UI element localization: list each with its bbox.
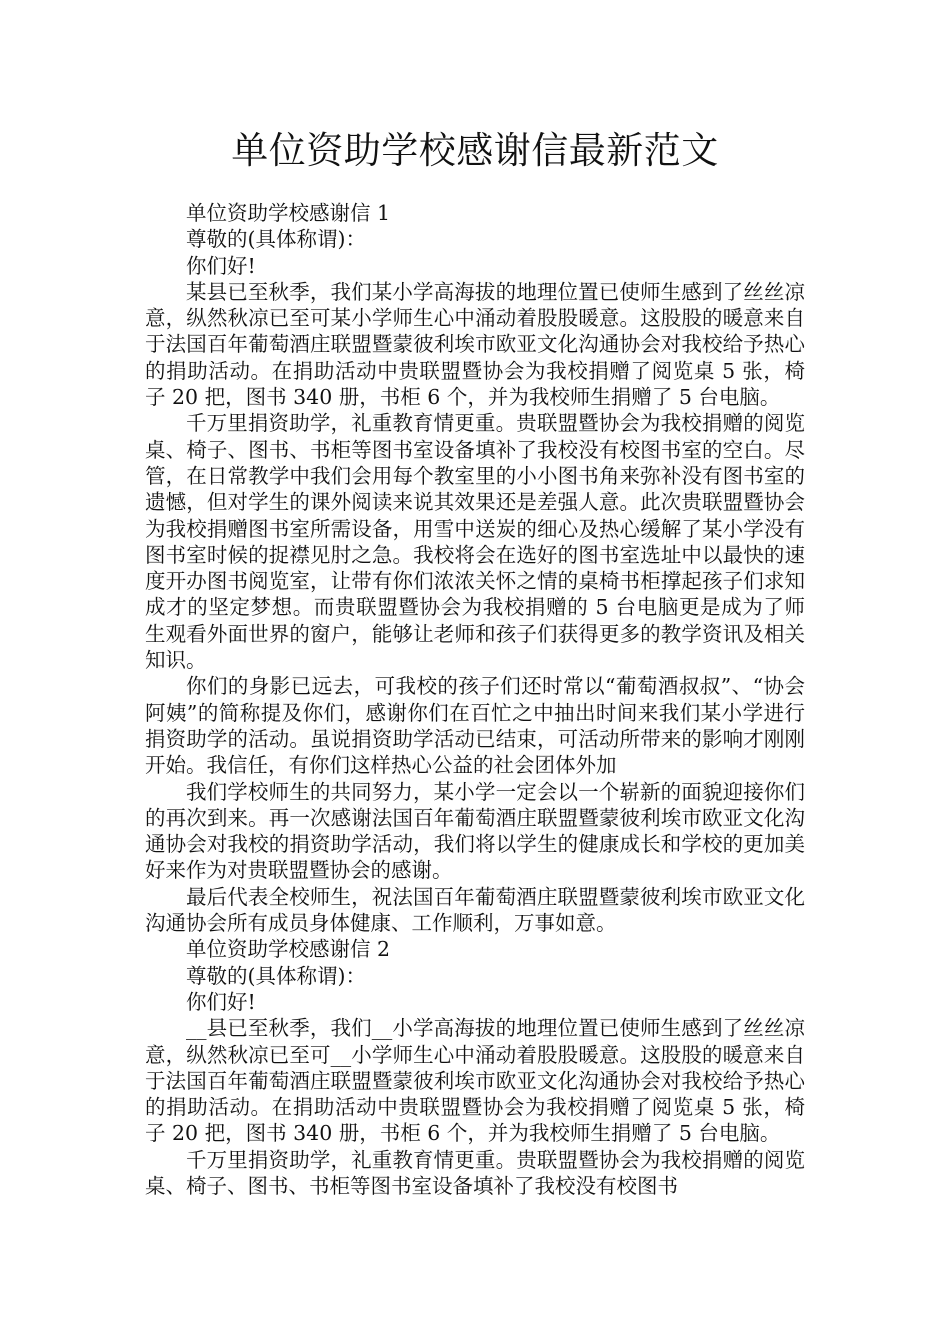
letter-heading-1: 单位资助学校感谢信 1 [186, 201, 391, 225]
closing-paragraph: 最后代表全校师生，祝法国百年葡萄酒庄联盟暨蒙彼利埃市欧亚文化沟通协会所有成员身体健康、工作顺利，万事如意。 [145, 884, 805, 936]
letter-heading-2: 单位资助学校感谢信 2 [186, 937, 391, 962]
body-paragraph: 千万里捐资助学，礼重教育情更重。贵联盟暨协会为我校捐赠的阅览桌、椅子、图书、书柜等图书室设备填补了我校没有校图书 [145, 1147, 805, 1198]
document-title: 单位资助学校感谢信最新范文 [231, 129, 719, 172]
salutation: 尊敬的(具体称谓)： [186, 227, 366, 252]
body-paragraph: 千万里捐资助学，礼重教育情更重。贵联盟暨协会为我校捐赠的阅览桌、椅子、图书、书柜等图书室设备填补了我校没有校图书室的空白。尽管，在日常教学中我们会用每个教室里的小小图书角来弥补没有图书室的遗憾，但对学生的课外阅读来说其效果还是差强人意。此次贵联盟暨协会为我校捐赠图书室所需设备，用雪中送炭的细心及热心缓解了某小学没有图书室时候的捉襟见肘之急。我校将会在选好的图书室选址中以最快的速度开办图书阅览室，让带有你们浓浓关怀之情的桌椅书柜撑起孩子们求知成才的坚定梦想。而贵联盟暨协会为我校捐赠的 5 台电脑更是成为了师生观看外面世界的窗户，能够让老师和孩子们获得更多的教学资讯及相关知识。 [145, 411, 805, 673]
body-paragraph: 我们学校师生的共同努力，某小学一定会以一个崭新的面貌迎接你们的再次到来。再一次感谢法国百年葡萄酒庄联盟暨蒙彼利埃市欧亚文化沟通协会对我校的捐资助学活动，我们将以学生的健康成长和学校的更加美好来作为对贵联盟暨协会的感谢。 [145, 779, 805, 883]
greeting: 你们好! [186, 253, 256, 278]
body-paragraph: 你们的身影已远去，可我校的孩子们还时常以“葡萄酒叔叔”、“协会阿姨”的简称提及你们，感谢你们在百忙之中抽出时间来我们某小学进行捐资助学的活动。虽说捐资助学活动已结束，可活动所带来的影响才刚刚开始。我信任，有你们这样热心公益的社会团体外加 [145, 674, 805, 778]
body-paragraph: __县已至秋季，我们__小学高海拔的地理位置已使师生感到了丝丝凉意，纵然秋凉已至可__小学师生心中涌动着股股暖意。这股股的暖意来自于法国百年葡萄酒庄联盟暨蒙彼利埃市欧亚文化沟通协会对我校给予热心的捐助活动。在捐助活动中贵联盟暨协会为我校捐赠了阅览桌 5 张，椅子 20 把，图书 340 册，书柜 6 个，并为我校师生捐赠了 5 台电脑。 [145, 1016, 805, 1146]
document-body [145, 200, 805, 1199]
greeting: 你们好! [186, 989, 256, 1014]
salutation: 尊敬的(具体称谓)： [186, 963, 366, 988]
body-paragraph: 某县已至秋季，我们某小学高海拔的地理位置已使师生感到了丝丝凉意，纵然秋凉已至可某小学师生心中涌动着股股暖意。这股股的暖意来自于法国百年葡萄酒庄联盟暨蒙彼利埃市欧亚文化沟通协会对我校给予热心的捐助活动。在捐助活动中贵联盟暨协会为我校捐赠了阅览桌 5 张，椅子 20 把，图书 340 册，书柜 6 个，并为我校师生捐赠了 5 台电脑。 [145, 279, 805, 410]
